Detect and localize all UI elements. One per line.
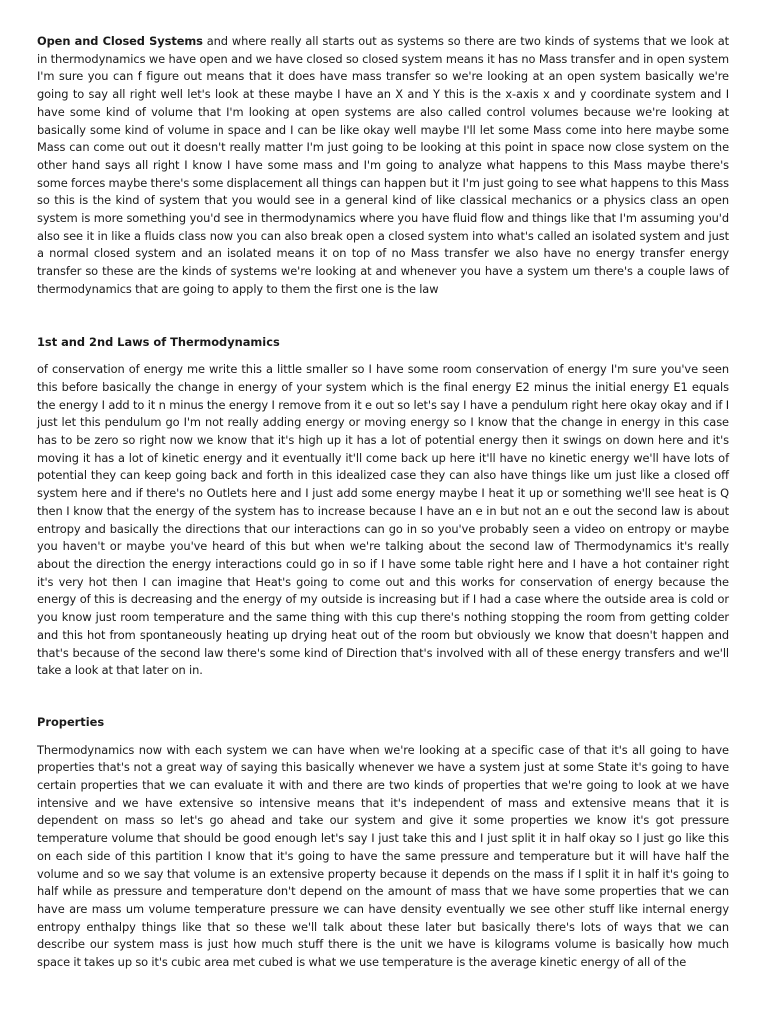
section-spacer bbox=[37, 299, 729, 334]
laws-of-thermodynamics-paragraph: of conservation of energy me write this a little smaller so I have some room conservation of energy I'm sure you've seen this before basically the change in energy of your system which is the final energy E2 minus the initial energy E1 equals the energy I add to it n minus the energy I remove from it e out so let's say I have a pendulum right here okay okay and if I just let this pendulum go I'm not really adding energy or moving energy so I know that the change in energy in this case has to be zero so right now we know that it's high up it has a lot of potential energy then it swings on down here and it's moving it has a lot of kinetic energy and it eventually it'll come back up here it'll have no kinetic energy we'll have lots of potential they can keep going back and forth in this idealized case they can also have things like um just like a closed off system here and if there's no Outlets here and I just add some energy maybe I heat it up or something we'll see heat is Q then I know that the energy of the system has to increase because I have an e in but not an e out the second law is about entropy and basically the directions that our interactions can go in so you've probably seen a video on entropy or maybe you haven't or maybe you've heard of this but when we're talking about the second law of Thermodynamics it's really about the direction the energy interactions could go in so if I have some table right here and I have a hot container right it's very hot then I can imagine that Heat's going to come out and this works for conservation of energy because the energy of this is decreasing and the energy of my outside is increasing but if I had a case where the outside area is cold or you know just room temperature and the same thing with this cup there's nothing stopping the room from getting colder and this hot from spontaneously heating up drying heat out of the room but obviously we know that doesn't happen and that's because of the second law there's some kind of Direction that's involved with all of these energy transfers and we'll take a look at that later on in. bbox=[37, 362, 729, 678]
section-spacer bbox=[37, 351, 729, 361]
section-spacer bbox=[37, 732, 729, 742]
properties-heading: Properties bbox=[37, 714, 105, 729]
properties-paragraph: Thermodynamics now with each system we can have when we're looking at a specific case of that it's all going to have properties that's not a great way of saying this basically whenever we have a system just at some State it's going to have certain properties that we can evaluate it with and there are two kinds of properties that we're going to look at we have intensive and we have extensive so intensive means that it's independent of mass and extensive means that it is dependent on mass so let's go ahead and take our system and give it some properties we know it's got pressure temperature volume that should be good enough let's say I just take this and I just split it in half okay so I just go like this on each side of this partition I know that it's going to have the same pressure and temperature but it will have half the volume and so we say that volume is an extensive property because it depends on the mass if I split it in half it's going to half while as pressure and temperature don't depend on the amount of mass that we have some properties that we can have are mass um volume temperature pressure we can have density eventually we see other stuff like internal energy entropy enthalpy things like that so these we'll talk about these later but basically there's lots of ways that we can describe our system mass is just how much stuff there is the unit we have is kilograms volume is basically how much space it takes up so it's cubic area met cubed is what we use temperature is the average kinetic energy of all of the bbox=[37, 742, 729, 970]
open-closed-systems-paragraph bbox=[37, 33, 729, 299]
open-closed-systems-body: and where really all starts out as systems so there are two kinds of systems that we look at in thermodynamics we have open and we have closed so closed system means it has no Mass transfer and in open system I'm sure you can f figure out means that it does have mass transfer so we're looking at an open system basically we're going to say all right well let's look at these maybe I have an X and Y this is the x-axis x and y coordinate system and I have some kind of volume that I'm looking at open systems are also called control volumes because we're looking at basically some kind of volume in space and I can be like okay well maybe I'll let some Mass come into here maybe some Mass can come out out it doesn't really matter I'm just going to be looking at this point in space now close system on the other hand says all right I know I have some mass and I'm going to analyze what happens to this Mass maybe there's some forces maybe there's some displacement all things can happen but it I'm just going to see what happens to this Mass so this is the kind of system that you would see in a general kind of like classical mechanics or a physics class an open system is more something you'd see in thermodynamics where you have fluid flow and things like that I'm assuming you'd also see it in like a fluids class now you can also break open a closed system into what's called an isolated system and just a normal closed system and an isolated means it on top of no Mass transfer we also have no energy transfer energy transfer so these are the kinds of systems we're looking at and whenever you have a system um there's a couple laws of thermodynamics that are going to apply to them the first one is the law bbox=[37, 34, 729, 296]
section-spacer bbox=[37, 680, 729, 714]
document-page bbox=[37, 33, 729, 972]
laws-of-thermodynamics-heading: 1st and 2nd Laws of Thermodynamics bbox=[37, 334, 280, 349]
open-closed-systems-title: Open and Closed Systems bbox=[37, 34, 203, 48]
